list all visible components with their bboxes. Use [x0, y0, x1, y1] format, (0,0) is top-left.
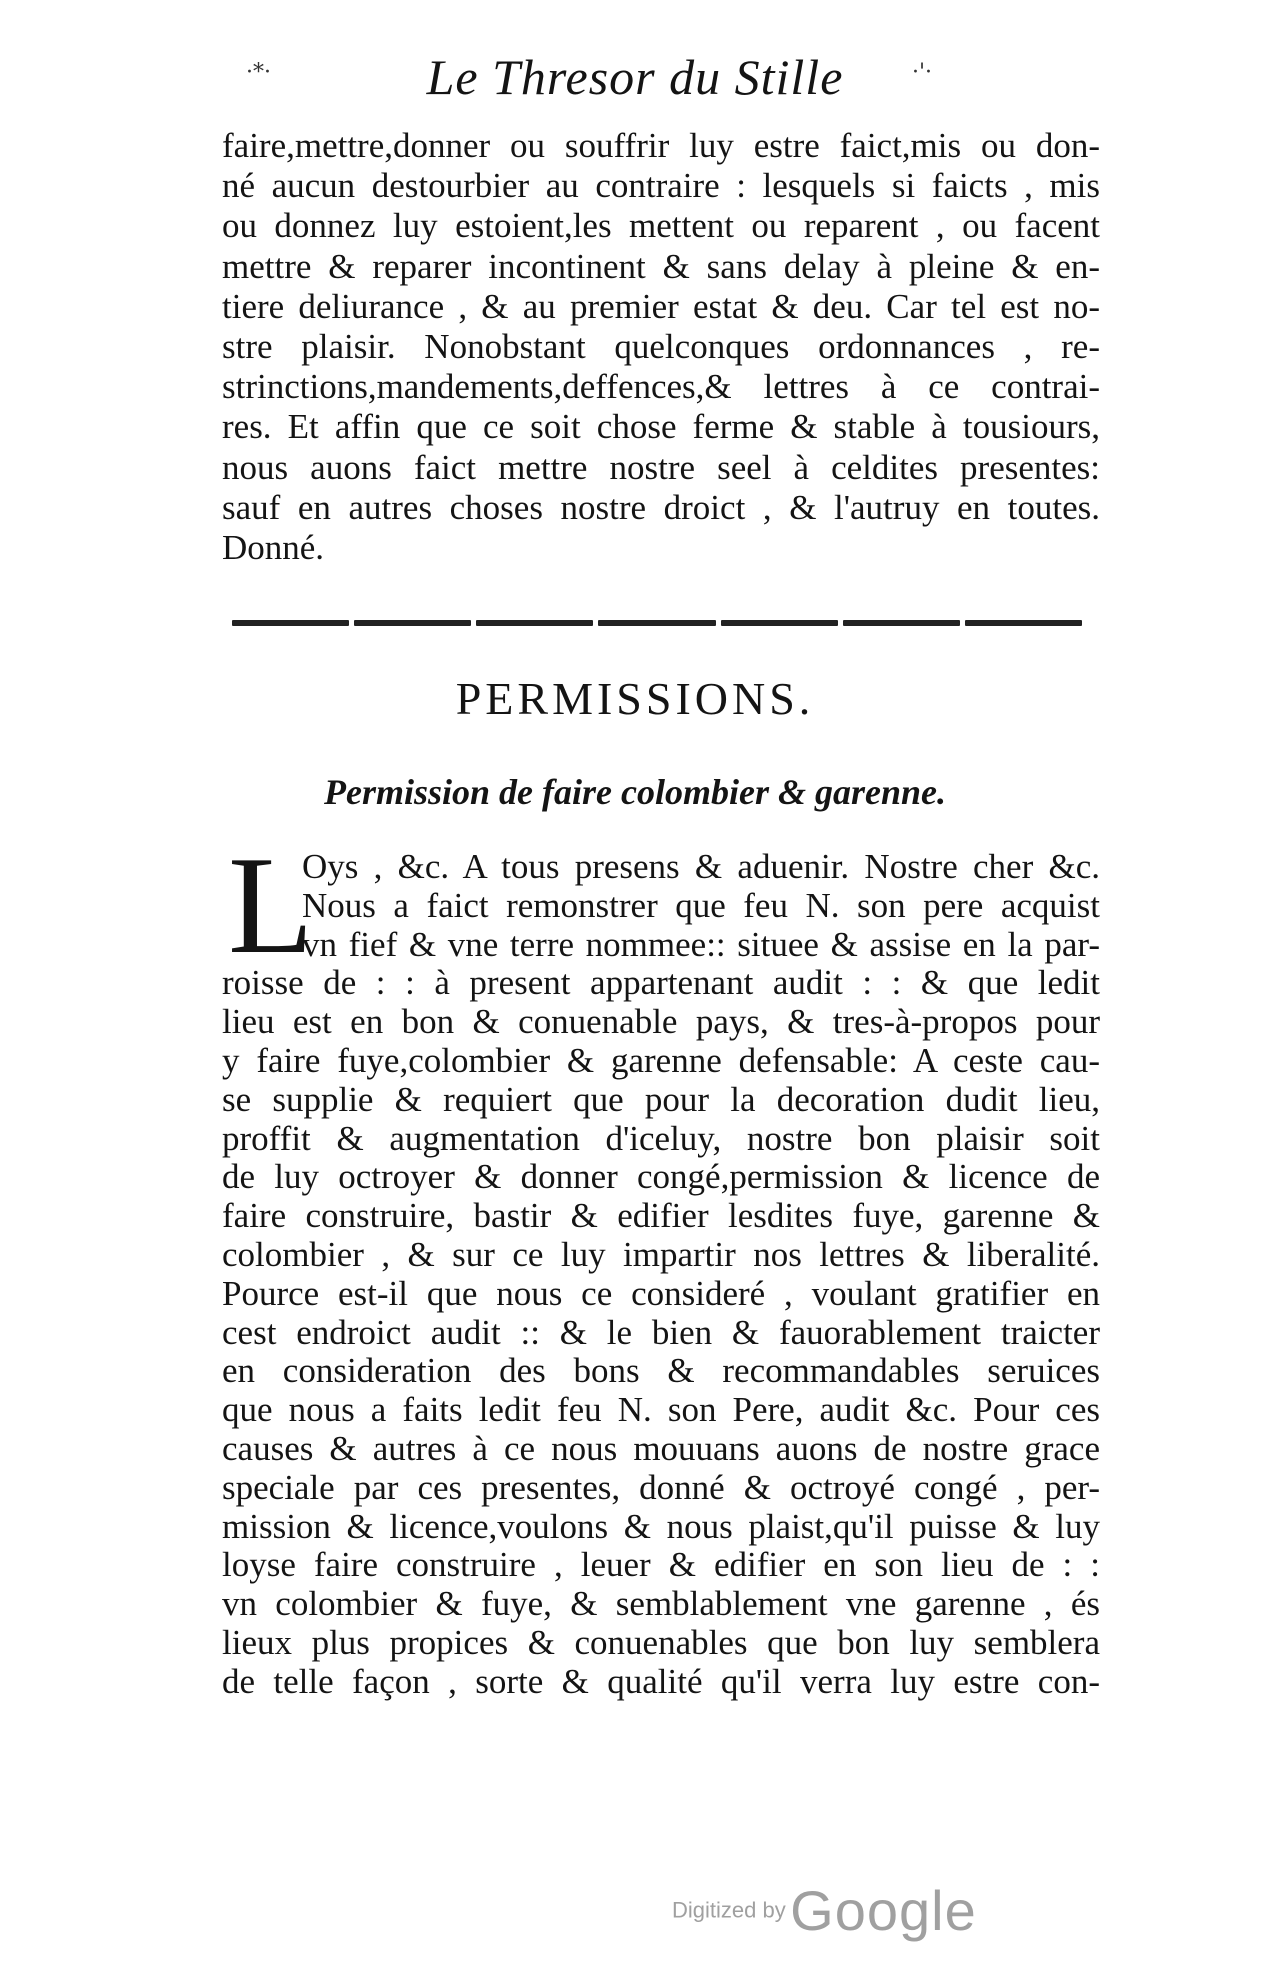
text-line: mettre & reparer incontinent & sans delay à pleine & en-: [222, 246, 1100, 286]
digitization-watermark: [672, 1878, 977, 1943]
text-line: roisse de : : à present appartenant audit : : & que ledit: [222, 963, 1100, 1003]
text-line: strinctions,mandements,deffences,& lettres à ce contrai-: [222, 367, 1100, 407]
text-line: colombier , & sur ce luy impartir nos lettres & liberalité.: [222, 1234, 1100, 1274]
text-line: stre plaisir. Nonobstant quelconques ordonnances , re-: [222, 326, 1100, 366]
text-block-permission: [222, 848, 1100, 1702]
divider-segment: [843, 620, 960, 626]
text-line: lieux plus propices & conuenables que bon luy semblera: [222, 1622, 1100, 1662]
text-line: Donné.: [222, 527, 325, 567]
text-line: faire construire, bastir & edifier lesdites fuye, garenne &: [222, 1196, 1100, 1236]
watermark-prefix: Digitized by: [672, 1897, 786, 1923]
text-block-continued: [222, 126, 1100, 568]
google-logo: Google: [790, 1879, 977, 1942]
ornament-left: ·*·: [246, 60, 271, 85]
text-line: vn fief & vne terre nommee:: situee & assise en la par-: [302, 924, 1100, 964]
ornament-right: ·'·: [912, 60, 933, 85]
text-line: cest endroict audit :: & le bien & fauorablement traicter: [222, 1312, 1100, 1352]
text-line: Oys , &c. A tous presens & aduenir. Nostre cher &c.: [302, 847, 1100, 886]
document-subheading: Permission de faire colombier & garenne.: [324, 772, 946, 812]
text-line: faire,mettre,donner ou souffrir luy estre faict,mis ou don-: [222, 126, 1100, 165]
text-line: loyse faire construire , leuer & edifier en son lieu de : :: [222, 1545, 1100, 1585]
divider-segment: [598, 620, 715, 626]
text-line: causes & autres à ce nous mouuans auons de nostre grace: [222, 1428, 1100, 1468]
text-line: Nous a faict remonstrer que feu N. son pere acquist: [302, 885, 1100, 925]
divider-segment: [476, 620, 593, 626]
text-line: ou donnez luy estoient,les mettent ou reparent , ou facent: [222, 206, 1100, 246]
running-title: Le Thresor du Stille: [426, 49, 844, 105]
text-line: proffit & augmentation d'iceluy, nostre bon plaisir soit: [222, 1118, 1100, 1158]
text-line: tiere deliurance , & au premier estat & deu. Car tel est no-: [222, 286, 1100, 326]
text-line: se supplie & requiert que pour la decoration dudit lieu,: [222, 1079, 1100, 1119]
text-line: sauf en autres choses nostre droict , & l'autruy en toutes.: [222, 487, 1100, 527]
section-heading: PERMISSIONS.: [455, 673, 815, 724]
text-line: lieu est en bon & conuenable pays, & tres-à-propos pour: [222, 1002, 1100, 1042]
text-line: de luy octroyer & donner congé,permission & licence de: [222, 1157, 1100, 1197]
text-line: que nous a faits ledit feu N. son Pere, audit &c. Pour ces: [222, 1390, 1100, 1430]
text-line: nous auons faict mettre nostre seel à celdites presentes:: [222, 447, 1100, 487]
text-line: res. Et affin que ce soit chose ferme & stable à tousiours,: [222, 407, 1100, 447]
divider-segment: [354, 620, 471, 626]
text-line: Pource est-il que nous ce consideré , voulant gratifier en: [222, 1273, 1100, 1313]
divider-segment: [965, 620, 1082, 626]
divider-segment: [232, 620, 349, 626]
drop-capital: L: [228, 828, 314, 983]
section-divider: [232, 620, 1082, 628]
text-line: né aucun destourbier au contraire : lesquels si faicts , mis: [222, 166, 1100, 206]
text-line: y faire fuye,colombier & garenne defensable: A ceste cau-: [222, 1040, 1100, 1080]
divider-segment: [721, 620, 838, 626]
text-line: en consideration des bons & recommandables seruices: [222, 1351, 1100, 1391]
text-line: vn colombier & fuye, & semblablement vne garenne , és: [222, 1584, 1100, 1624]
text-line: mission & licence,voulons & nous plaist,qu'il puisse & luy: [222, 1506, 1100, 1546]
text-line: de telle façon , sorte & qualité qu'il verra luy estre con-: [222, 1661, 1100, 1701]
text-line: speciale par ces presentes, donné & octroyé congé , per-: [222, 1467, 1100, 1507]
